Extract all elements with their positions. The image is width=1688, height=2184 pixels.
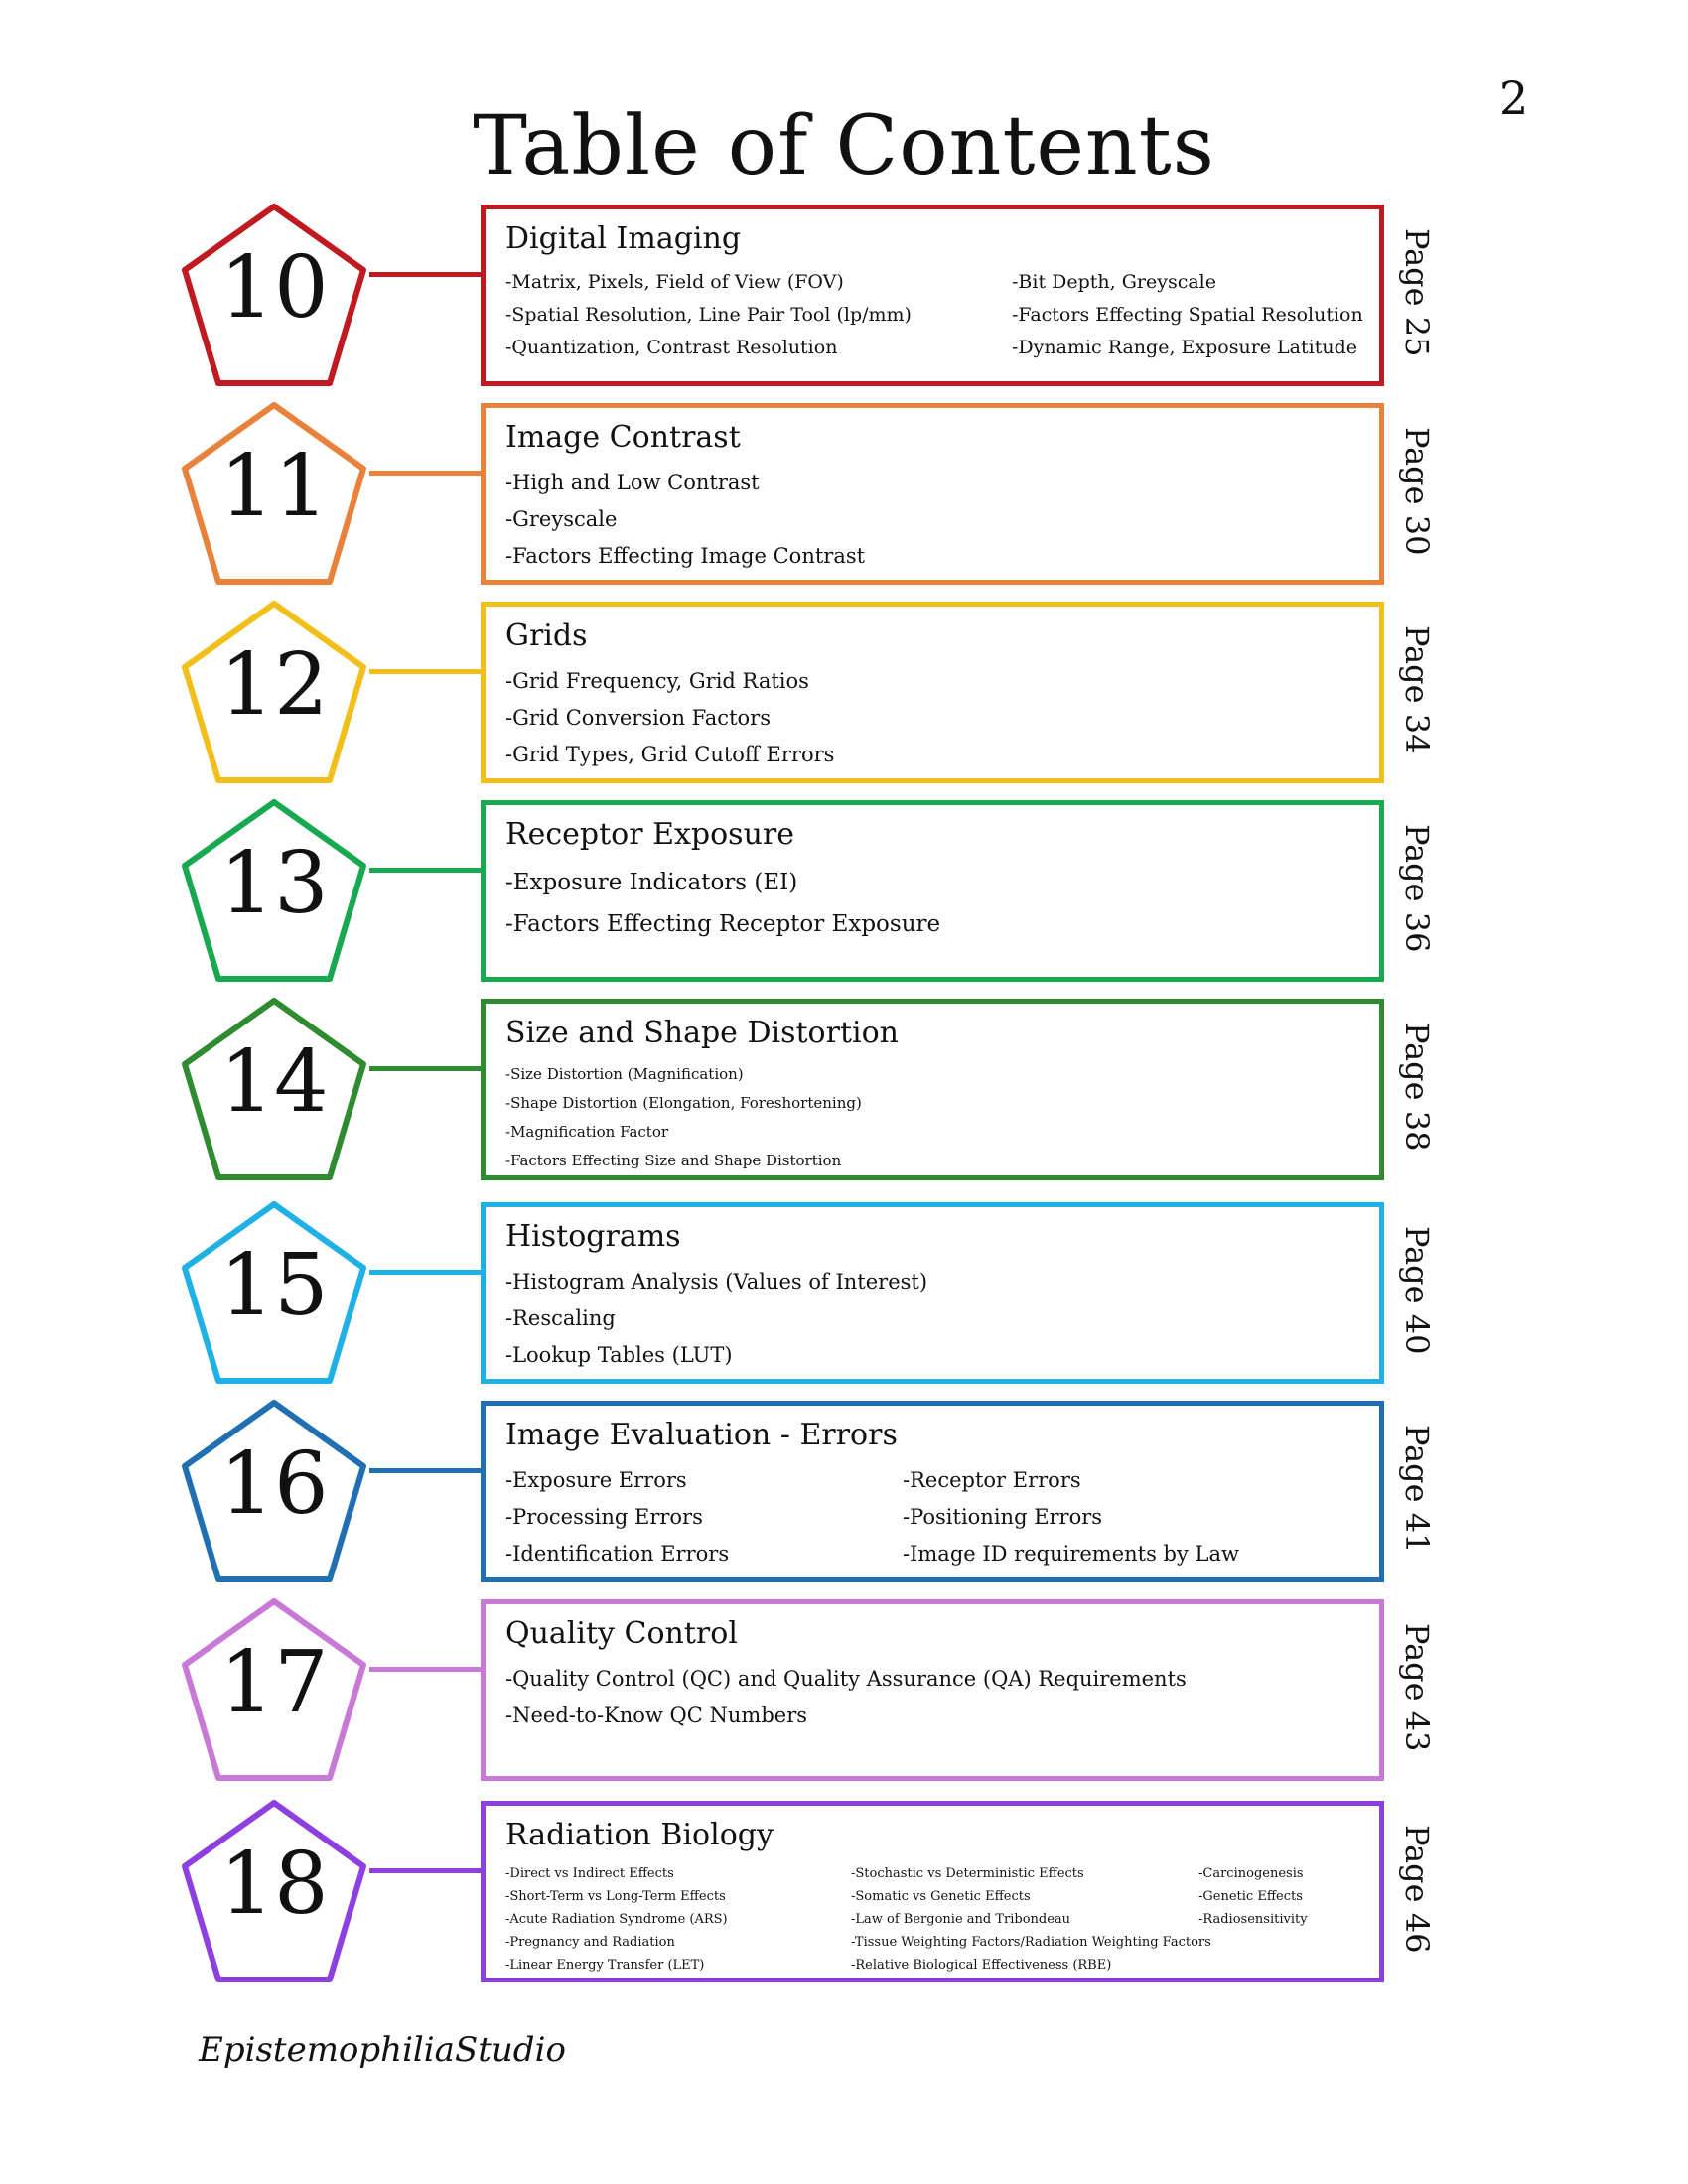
connector-line — [369, 669, 481, 674]
topic-item: -Exposure Errors — [505, 1468, 687, 1492]
chapter-box — [481, 1202, 1384, 1384]
chapter-pentagon — [177, 397, 371, 592]
topic-item: -Grid Frequency, Grid Ratios — [505, 669, 809, 693]
topic-item: -Magnification Factor — [505, 1123, 669, 1141]
topic-item: -Pregnancy and Radiation — [505, 1935, 675, 1950]
page-reference — [1398, 1425, 1438, 1554]
topic-columns — [505, 1060, 1359, 1175]
page-reference — [1398, 1023, 1438, 1152]
topic-item: -Processing Errors — [505, 1505, 703, 1529]
chapter-title: Quality Control — [505, 1616, 738, 1651]
topic-item: -Spatial Resolution, Line Pair Tool (lp/mm) — [505, 304, 912, 326]
chapter-box — [481, 205, 1384, 386]
topic-item: -Grid Conversion Factors — [505, 706, 771, 730]
topic-item: -Factors Effecting Spatial Resolution — [1012, 304, 1363, 326]
page-number: 2 — [1499, 71, 1529, 125]
topic-column — [505, 1060, 1359, 1175]
chapter-title: Radiation Biology — [505, 1818, 774, 1852]
page-reference — [1398, 625, 1438, 754]
chapter-box — [481, 1599, 1384, 1781]
page-reference-text: Page 46 — [1398, 1825, 1436, 1954]
topic-column — [505, 1264, 1359, 1374]
topic-item: -Stochastic vs Deterministic Effects — [851, 1866, 1084, 1881]
topic-item: -Factors Effecting Size and Shape Distortion — [505, 1152, 842, 1169]
connector-line — [369, 471, 481, 476]
connector-line — [369, 1468, 481, 1473]
topic-columns — [505, 1862, 1359, 1977]
topic-item: -Lookup Tables (LUT) — [505, 1343, 733, 1367]
topic-item: -Histogram Analysis (Values of Interest) — [505, 1270, 928, 1294]
topic-item: -Shape Distortion (Elongation, Foreshortening) — [505, 1094, 862, 1112]
chapter-number: 14 — [219, 1032, 329, 1132]
page-reference-text: Page 41 — [1398, 1425, 1436, 1554]
page-reference — [1398, 1623, 1438, 1752]
topic-item: -Positioning Errors — [903, 1505, 1103, 1529]
topic-item: -Image ID requirements by Law — [903, 1542, 1239, 1566]
topic-column — [505, 266, 1012, 364]
chapter-pentagon — [177, 596, 371, 790]
chapter-number: 10 — [219, 238, 329, 338]
topic-item: -Exposure Indicators (EI) — [505, 870, 798, 895]
chapter-box — [481, 800, 1384, 982]
chapter-number: 11 — [219, 437, 329, 536]
topic-column — [505, 663, 1359, 773]
page-reference-text: Page 34 — [1398, 625, 1436, 754]
topic-item: -Need-to-Know QC Numbers — [505, 1704, 808, 1727]
chapter-title: Grids — [505, 618, 588, 653]
chapter-pentagon — [177, 199, 371, 393]
chapter-box — [481, 602, 1384, 783]
page-reference — [1398, 427, 1438, 556]
page-reference-text: Page 43 — [1398, 1623, 1436, 1752]
topic-item: -Law of Bergonie and Tribondeau — [851, 1912, 1071, 1927]
topic-item: -Radiosensitivity — [1198, 1912, 1308, 1927]
chapter-number: 16 — [219, 1434, 329, 1534]
topic-item: -Linear Energy Transfer (LET) — [505, 1958, 705, 1973]
chapter-title: Receptor Exposure — [505, 817, 794, 852]
topic-columns — [505, 1264, 1359, 1374]
topic-columns — [505, 1462, 1359, 1572]
topic-item: -Factors Effecting Receptor Exposure — [505, 911, 941, 937]
chapter-box — [481, 999, 1384, 1180]
topic-item: -Genetic Effects — [1198, 1889, 1303, 1904]
chapter-title: Image Evaluation - Errors — [505, 1418, 898, 1452]
page-reference-text: Page 25 — [1398, 228, 1436, 357]
topic-item: -Relative Biological Effectiveness (RBE) — [851, 1958, 1112, 1973]
chapter-pentagon — [177, 1395, 371, 1589]
page-reference-text: Page 40 — [1398, 1226, 1436, 1355]
topic-column — [505, 1661, 1359, 1734]
topic-item: -Tissue Weighting Factors/Radiation Weighting Factors — [851, 1935, 1211, 1950]
connector-line — [369, 1066, 481, 1071]
topic-column — [505, 1462, 903, 1572]
topic-column — [505, 1862, 851, 1977]
page-reference — [1398, 1226, 1438, 1355]
topic-column — [1198, 1862, 1347, 1977]
page-reference — [1398, 228, 1438, 357]
chapter-title: Digital Imaging — [505, 221, 742, 256]
page-reference-text: Page 36 — [1398, 824, 1436, 953]
topic-columns — [505, 663, 1359, 773]
chapter-number: 12 — [219, 635, 329, 735]
topic-column — [505, 465, 1359, 575]
topic-item: -Quantization, Contrast Resolution — [505, 337, 838, 358]
topic-columns — [505, 465, 1359, 575]
connector-line — [369, 868, 481, 873]
topic-item: -Rescaling — [505, 1306, 616, 1330]
chapter-box — [481, 403, 1384, 585]
chapter-pentagon — [177, 1196, 371, 1391]
chapter-pentagon — [177, 1795, 371, 1989]
chapter-number: 15 — [219, 1236, 329, 1335]
topic-item: -Carcinogenesis — [1198, 1866, 1304, 1881]
chapter-pentagon — [177, 794, 371, 989]
topic-column — [505, 862, 1359, 945]
chapter-title: Image Contrast — [505, 420, 741, 455]
chapter-number: 18 — [219, 1835, 329, 1934]
topic-item: -Dynamic Range, Exposure Latitude — [1012, 337, 1357, 358]
topic-column — [1012, 266, 1363, 364]
topic-item: -Bit Depth, Greyscale — [1012, 271, 1217, 293]
topic-item: -Factors Effecting Image Contrast — [505, 544, 866, 568]
topic-item: -High and Low Contrast — [505, 471, 760, 494]
chapter-pentagon — [177, 1593, 371, 1788]
topic-item: -Size Distortion (Magnification) — [505, 1065, 744, 1083]
topic-column — [851, 1862, 1211, 1977]
topic-columns — [505, 862, 1359, 945]
chapter-number: 17 — [219, 1633, 329, 1732]
connector-line — [369, 1270, 481, 1275]
topic-item: -Short-Term vs Long-Term Effects — [505, 1889, 726, 1904]
topic-item: -Somatic vs Genetic Effects — [851, 1889, 1031, 1904]
page-reference — [1398, 824, 1438, 953]
topic-item: -Direct vs Indirect Effects — [505, 1866, 674, 1881]
connector-line — [369, 1868, 481, 1873]
page-reference-text: Page 38 — [1398, 1023, 1436, 1152]
topic-column — [903, 1462, 1320, 1572]
topic-item: -Greyscale — [505, 507, 618, 531]
connector-line — [369, 272, 481, 277]
chapter-box — [481, 1801, 1384, 1982]
topic-item: -Receptor Errors — [903, 1468, 1081, 1492]
page-reference-text: Page 30 — [1398, 427, 1436, 556]
chapter-title: Histograms — [505, 1219, 681, 1254]
topic-item: -Quality Control (QC) and Quality Assurance (QA) Requirements — [505, 1667, 1187, 1691]
topic-item: -Acute Radiation Syndrome (ARS) — [505, 1912, 728, 1927]
topic-columns — [505, 1661, 1359, 1734]
topic-item: -Identification Errors — [505, 1542, 730, 1566]
studio-signature: EpistemophiliaStudio — [199, 2030, 566, 2070]
chapter-number: 13 — [219, 834, 329, 933]
page-title: Table of Contents — [473, 99, 1215, 194]
page-reference — [1398, 1825, 1438, 1954]
topic-item: -Matrix, Pixels, Field of View (FOV) — [505, 271, 844, 293]
topic-item: -Grid Types, Grid Cutoff Errors — [505, 743, 835, 766]
chapter-box — [481, 1401, 1384, 1582]
chapter-title: Size and Shape Distortion — [505, 1016, 899, 1050]
chapter-pentagon — [177, 993, 371, 1187]
connector-line — [369, 1667, 481, 1672]
topic-columns — [505, 266, 1363, 364]
